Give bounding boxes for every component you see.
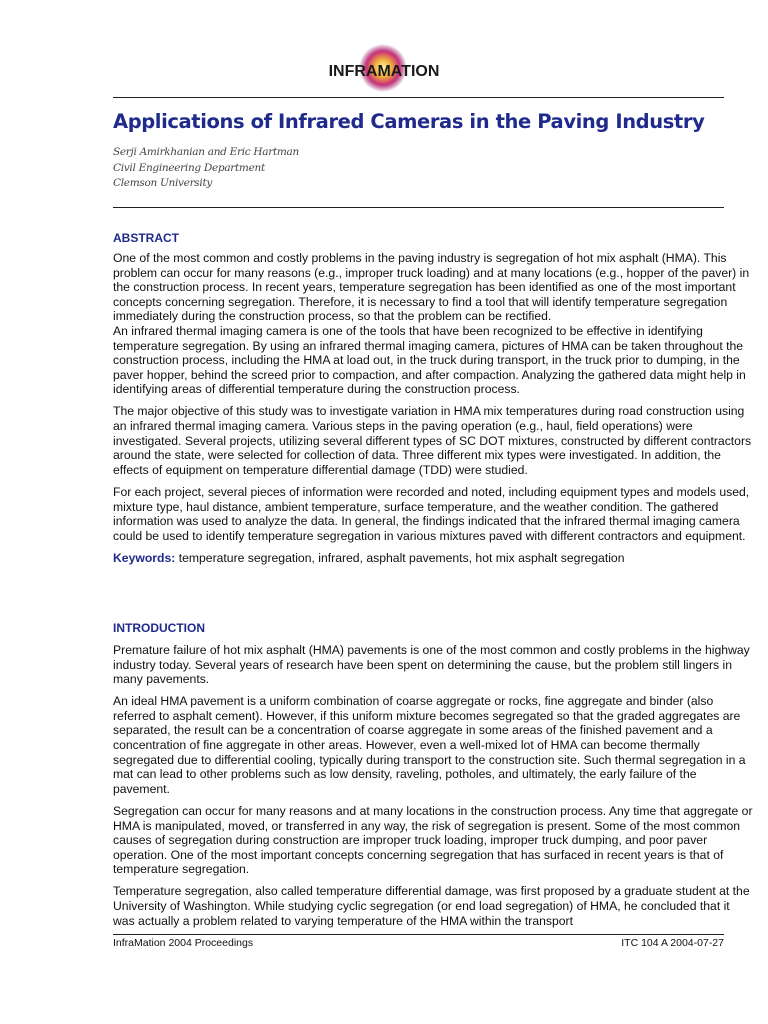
abstract-paragraph: For each project, several pieces of information were recorded and noted, including equipment types and models used, mixture type, haul distance, ambient temperature, surface temperature, and the weather condition. The gathered information was used to analyze the data. In general, the findings indicated that the infrared thermal imaging camera could be used to identify temperature segregation in various mixtures paved with different contractors and equipment. xyxy=(113,484,750,543)
introduction-paragraph: Segregation can occur for many reasons and at many locations in the construction process. Any time that aggregate or HMA is manipulated, moved, or transferred in any way, the risk of segregation is present. Some of the most common causes of segregation during construction are improper truck loading, improper truck dumping, and poor paver operation. One of the most important concepts concerning segregation that has surfaced in recent years is that of temperature segregation. xyxy=(113,803,753,877)
introduction-heading: INTRODUCTION xyxy=(113,621,205,635)
keywords-text: temperature segregation, infrared, asphalt pavements, hot mix asphalt segregation xyxy=(178,550,625,565)
keywords-label: Keywords: xyxy=(113,550,176,565)
introduction-body xyxy=(113,643,753,936)
author-department: Civil Engineering Department xyxy=(113,161,265,174)
introduction-paragraph: An ideal HMA pavement is a uniform combination of coarse aggregate or rocks, fine aggregate and binder (also referred to asphalt cement). However, if this uniform mixture becomes segregated so that the graded aggregates are separated, the result can be a concentration of coarse aggregate in some areas of the finished pavement and a concentration of fine aggregate in other areas. However, even a well-mixed lot of HMA can become thermally segregated due to differential cooling, typically during transport to the construction site. Such thermal segregation in a mat can lead to other problems such as low density, raveling, potholes, and ultimately, the early failure of the pavement. xyxy=(113,694,746,796)
title-rule xyxy=(113,207,724,208)
paper-title: Applications of Infrared Cameras in the Paving Industry xyxy=(113,110,705,133)
author-university: Clemson University xyxy=(113,177,213,189)
abstract-paragraph: The major objective of this study was to investigate variation in HMA mix temperatures during road construction using an infrared thermal imaging camera. Various steps in the paving operation (e.g., haul, field operations) were investigated. Several projects, utilizing several different types of SC DOT mixtures, constructed by different contractors around the state, were selected for collection of data. Three different mix types were investigated. In addition, the effects of equipment on temperature differential damage (TDD) were studied. xyxy=(113,404,752,477)
footer-proceedings: InfraMation 2004 Proceedings xyxy=(113,937,254,949)
logo-text: INFRAMATION xyxy=(328,63,440,80)
footer-rule xyxy=(113,934,724,935)
abstract-paragraph: An infrared thermal imaging camera is one of the tools that have been recognized to be effective in identifying temperature segregation. By using an infrared thermal imaging camera, pictures of HMA can be taken throughout the construction process, including the HMA at load out, in the truck during transport, in the truck prior to dumping, in the paver hopper, behind the screed prior to compaction, and after compaction. Analyzing the gathered data might help in identifying areas of differential temperature during the construction process. xyxy=(113,323,746,397)
author-names: Serji Amirkhanian and Eric Hartman xyxy=(113,146,299,158)
abstract-heading: ABSTRACT xyxy=(113,231,179,245)
introduction-paragraph: Temperature segregation, also called temperature differential damage, was first proposed by a graduate student at the University of Washington. While studying cyclic segregation (or end load segregation) of HMA, he concluded that it was actually a problem related to varying temperature of the HMA within the transport xyxy=(113,884,750,928)
author-block xyxy=(113,145,299,192)
header-rule xyxy=(113,97,724,98)
abstract-paragraph: One of the most common and costly problems in the paving industry is segregation of hot mix asphalt (HMA). This problem can occur for many reasons (e.g., improper truck loading) and at many locations (e.g., hopper of the paver) in the construction process. In recent years, temperature segregation has been identified as one of the most important concepts concerning segregation. Therefore, it is necessary to find a tool that will identify temperature segregation immediately during the construction process, so that the problem can be rectified. xyxy=(113,251,750,324)
introduction-paragraph: Premature failure of hot mix asphalt (HMA) pavements is one of the most common and costly problems in the highway industry today. Several years of research have been spent on determining the cause, but the problem still lingers in many pavements. xyxy=(113,643,750,687)
logo-graphic xyxy=(319,44,449,96)
abstract-body xyxy=(113,251,753,573)
inframation-logo xyxy=(0,44,768,96)
keywords-line xyxy=(113,551,753,566)
footer-document-id: ITC 104 A 2004-07-27 xyxy=(621,937,724,949)
